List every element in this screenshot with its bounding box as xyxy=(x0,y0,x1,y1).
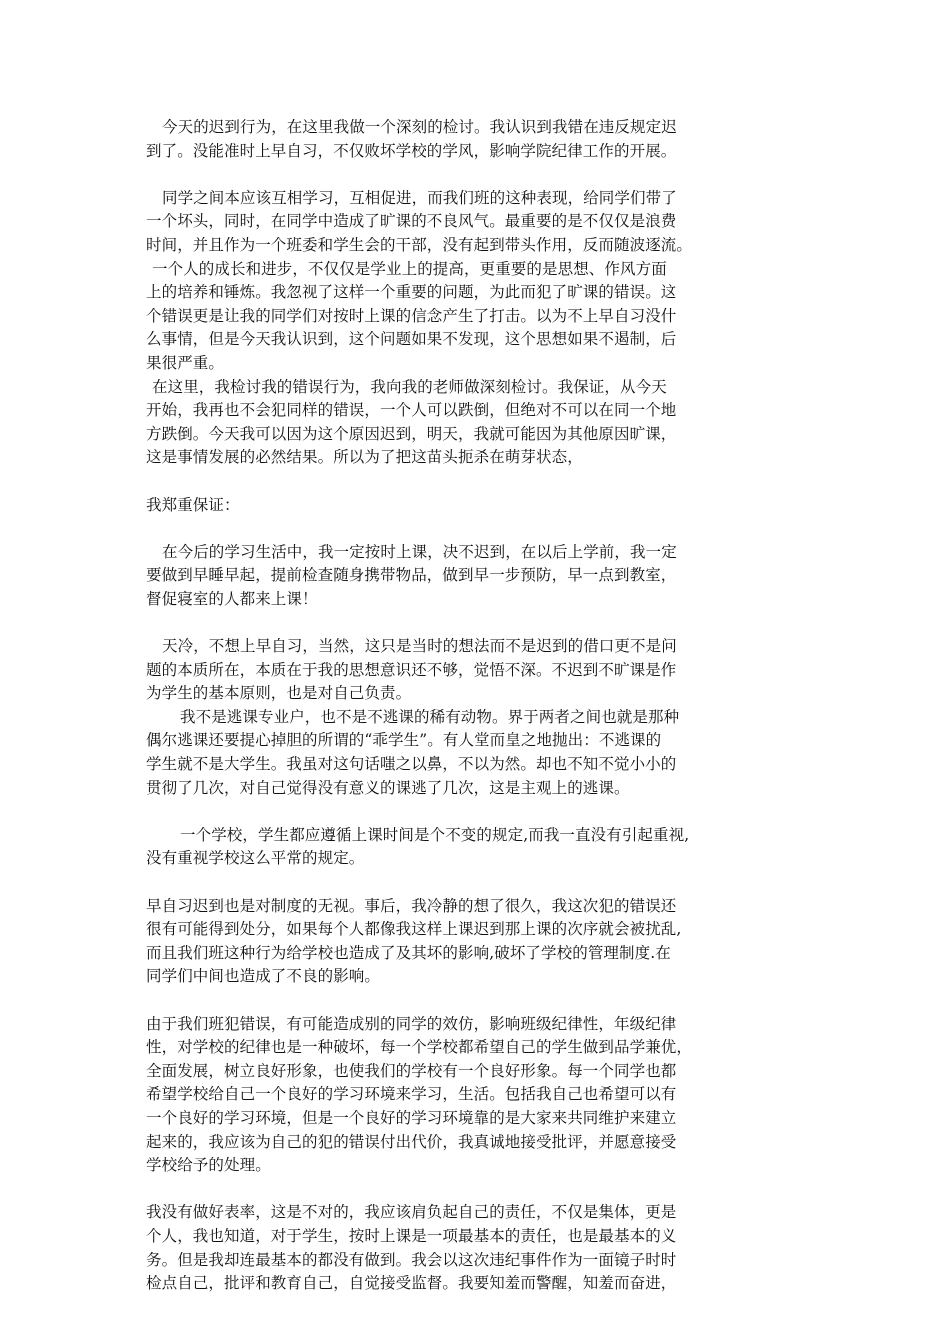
text-line: 一个学校，学生都应遵循上课时间是个不变的规定,而我一直没有引起重视, xyxy=(180,825,690,844)
document-body xyxy=(146,116,814,1296)
text-line: 个人，我也知道，对于学生，按时上课是一项最基本的责任，也是最基本的义 xyxy=(146,1226,677,1245)
text-line: 由于我们班犯错误，有可能造成别的同学的效仿，影响班级纪律性，年级纪律 xyxy=(146,1014,677,1033)
text-line: 性，对学校的纪律也是一种破坏，每一个学校都希望自己的学生做到品学兼优， xyxy=(146,1038,693,1057)
text-line: 务。但是我却连最基本的都没有做到。我会以这次违纪事件作为一面镜子时时 xyxy=(146,1250,677,1269)
paragraph xyxy=(146,635,814,706)
text-line: 开始，我再也不会犯同样的错误，一个人可以跌倒，但绝对不可以在同一个地 xyxy=(146,401,677,420)
text-line: 很有可能得到处分，如果每个人都像我这样上课迟到那上课的次序就会被扰乱, xyxy=(146,920,682,939)
paragraph xyxy=(146,824,814,871)
text-line: 天冷，不想上早自习，当然，这只是当时的想法而不是迟到的借口更不是问 xyxy=(162,637,677,656)
text-line: 方跌倒。今天我可以因为这个原因迟到，明天，我就可能因为其他原因旷课， xyxy=(146,424,677,443)
text-line: 同学之间本应该互相学习，互相促进，而我们班的这种表现，给同学们带了 xyxy=(162,188,677,207)
text-line: 我郑重保证： xyxy=(146,495,240,514)
text-line: 检点自己，批评和教育自己，自觉接受监督。我要知羞而警醒，知羞而奋进， xyxy=(146,1274,677,1293)
text-line: 起来的，我应该为自己的犯的错误付出代价，我真诚地接受批评，并愿意接受 xyxy=(146,1132,677,1151)
text-line: 学校给予的处理。 xyxy=(146,1156,271,1175)
paragraph xyxy=(146,258,814,376)
text-line: 个错误更是让我的同学们对按时上课的信念产生了打击。以为不上早自习没什 xyxy=(146,306,677,325)
text-line: 全面发展，树立良好形象，也使我们的学校有一个良好形象。每一个同学也都 xyxy=(146,1061,677,1080)
paragraph xyxy=(146,706,814,800)
text-line: 我没有做好表率，这是不对的，我应该肩负起自己的责任，不仅是集体，更是 xyxy=(146,1203,677,1222)
text-line: 早自习迟到也是对制度的无视。事后，我冷静的想了很久，我这次犯的错误还 xyxy=(146,896,677,915)
paragraph xyxy=(146,116,814,163)
paragraph xyxy=(146,187,814,258)
text-line: 上的培养和锤炼。我忽视了这样一个重要的问题，为此而犯了旷课的错误。这 xyxy=(146,283,677,302)
text-line: 贯彻了几次，对自己觉得没有意义的课逃了几次，这是主观上的逃课。 xyxy=(146,778,630,797)
paragraph-spacer xyxy=(146,800,814,824)
text-line: 为学生的基本原则，也是对自己负责。 xyxy=(146,684,412,703)
text-line: 我不是逃课专业户，也不是不逃课的稀有动物。界于两者之间也就是那种 xyxy=(180,707,680,726)
text-line: 一个良好的学习环境，但是一个良好的学习环境靠的是大家来共同维护来建立 xyxy=(146,1108,677,1127)
paragraph-spacer xyxy=(146,611,814,635)
text-line: 么事情，但是今天我认识到，这个问题如果不发现，这个思想如果不遏制，后 xyxy=(146,330,677,349)
paragraph xyxy=(146,1013,814,1178)
text-line: 在这里，我检讨我的错误行为，我向我的老师做深刻检讨。我保证，从今天 xyxy=(152,377,667,396)
text-line: 这是事情发展的必然结果。所以为了把这苗头扼杀在萌芽状态， xyxy=(146,448,583,467)
text-line: 而且我们班这种行为给学校也造成了及其坏的影响,破坏了学校的管理制度.在 xyxy=(146,943,671,962)
text-line: 题的本质所在，本质在于我的思想意识还不够，觉悟不深。不迟到不旷课是作 xyxy=(146,660,677,679)
text-line: 今天的迟到行为，在这里我做一个深刻的检讨。我认识到我错在违反规定迟 xyxy=(162,118,677,136)
paragraph-spacer xyxy=(146,989,814,1013)
paragraph xyxy=(146,376,814,470)
paragraph xyxy=(146,1201,814,1295)
paragraph-spacer xyxy=(146,517,814,541)
text-line: 同学们中间也造成了不良的影响。 xyxy=(146,967,381,986)
text-line: 一个人的成长和进步，不仅仅是学业上的提高，更重要的是思想、作风方面 xyxy=(152,259,667,278)
text-line: 偶尔逃课还要提心掉胆的所谓的“乖学生”。有人堂而皇之地抛出：不逃课的 xyxy=(146,731,662,750)
paragraph-spacer xyxy=(146,1178,814,1202)
text-line: 没有重视学校这么平常的规定。 xyxy=(146,849,365,868)
text-line: 督促寝室的人都来上课！ xyxy=(146,589,318,608)
text-line: 希望学校给自己一个良好的学习环境来学习，生活。包括我自己也希望可以有 xyxy=(146,1085,677,1104)
text-line: 时间，并且作为一个班委和学生会的干部，没有起到带头作用，反而随波逐流。 xyxy=(146,235,693,254)
paragraph xyxy=(146,541,814,612)
paragraph-spacer xyxy=(146,163,814,187)
paragraph-spacer xyxy=(146,470,814,494)
text-line: 一个坏头，同时，在同学中造成了旷课的不良风气。最重要的是不仅仅是浪费 xyxy=(146,212,677,231)
text-line: 到了。没能准时上早自习，不仅败坏学校的学风，影响学院纪律工作的开展。 xyxy=(146,141,677,160)
text-line: 在今后的学习生活中，我一定按时上课，决不迟到，在以后上学前，我一定 xyxy=(162,542,677,561)
paragraph xyxy=(146,895,814,989)
text-line: 要做到早睡早起，提前检查随身携带物品，做到早一步预防，早一点到教室， xyxy=(146,566,677,585)
paragraph xyxy=(146,494,814,518)
paragraph-spacer xyxy=(146,871,814,895)
text-line: 学生就不是大学生。我虽对这句话嗤之以鼻，不以为然。却也不知不觉小小的 xyxy=(146,755,677,774)
text-line: 果很严重。 xyxy=(146,353,225,372)
